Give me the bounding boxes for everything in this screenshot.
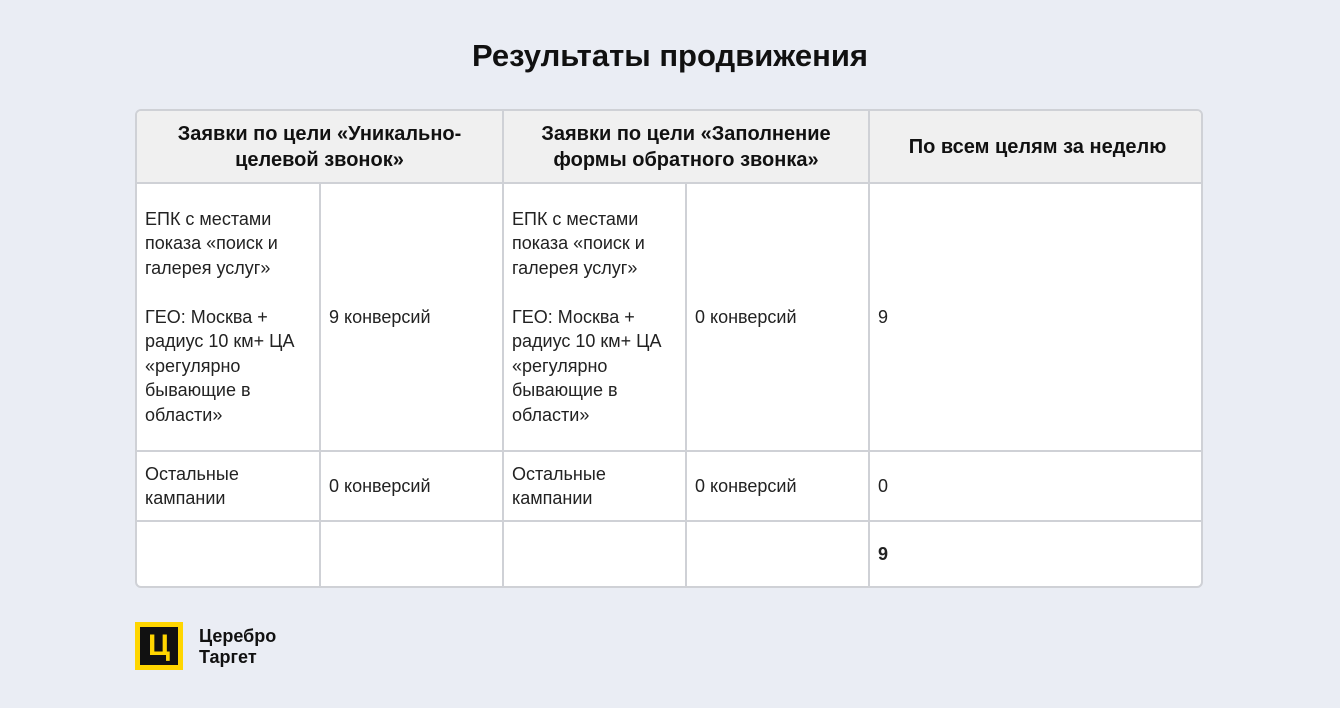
conversions-value: 0 конверсий — [320, 451, 503, 521]
page-title: Результаты продвижения — [472, 38, 868, 73]
cerebro-logo — [135, 622, 183, 670]
empty-cell — [686, 521, 869, 586]
conversions-value: 9 конверсий — [320, 183, 503, 451]
brand-line-2: Таргет — [199, 647, 257, 667]
empty-cell — [137, 521, 320, 586]
results-table — [135, 109, 1203, 588]
table-header-row — [137, 111, 1203, 183]
campaign-description: ЕПК с местами показа «поиск и галерея услуг» ГЕО: Москва + радиус 10 км+ ЦА «регулярно бывающие в области» — [137, 183, 320, 451]
weekly-total-value: 9 — [869, 183, 1203, 451]
campaign-description: Остальные кампании — [503, 451, 686, 521]
table-row — [137, 451, 1203, 521]
brand-name — [199, 626, 276, 668]
campaign-description: ЕПК с местами показа «поиск и галерея услуг» ГЕО: Москва + радиус 10 км+ ЦА «регулярно бывающие в области» — [503, 183, 686, 451]
conversions-value: 0 конверсий — [686, 183, 869, 451]
grand-total-value: 9 — [869, 521, 1203, 586]
header-weekly-total: По всем целям за неделю — [869, 111, 1203, 183]
header-unique-call-goal: Заявки по цели «Уникально-целевой звонок» — [137, 111, 503, 183]
table-total-row — [137, 521, 1203, 586]
brand-line-1: Церебро — [199, 626, 277, 646]
empty-cell — [320, 521, 503, 586]
empty-cell — [503, 521, 686, 586]
campaign-description: Остальные кампании — [137, 451, 320, 521]
weekly-total-value: 0 — [869, 451, 1203, 521]
table-row — [137, 183, 1203, 451]
conversions-value: 0 конверсий — [686, 451, 869, 521]
logo-glyph: Ц — [140, 627, 178, 665]
header-callback-form-goal: Заявки по цели «Заполнение формы обратного звонка» — [503, 111, 869, 183]
